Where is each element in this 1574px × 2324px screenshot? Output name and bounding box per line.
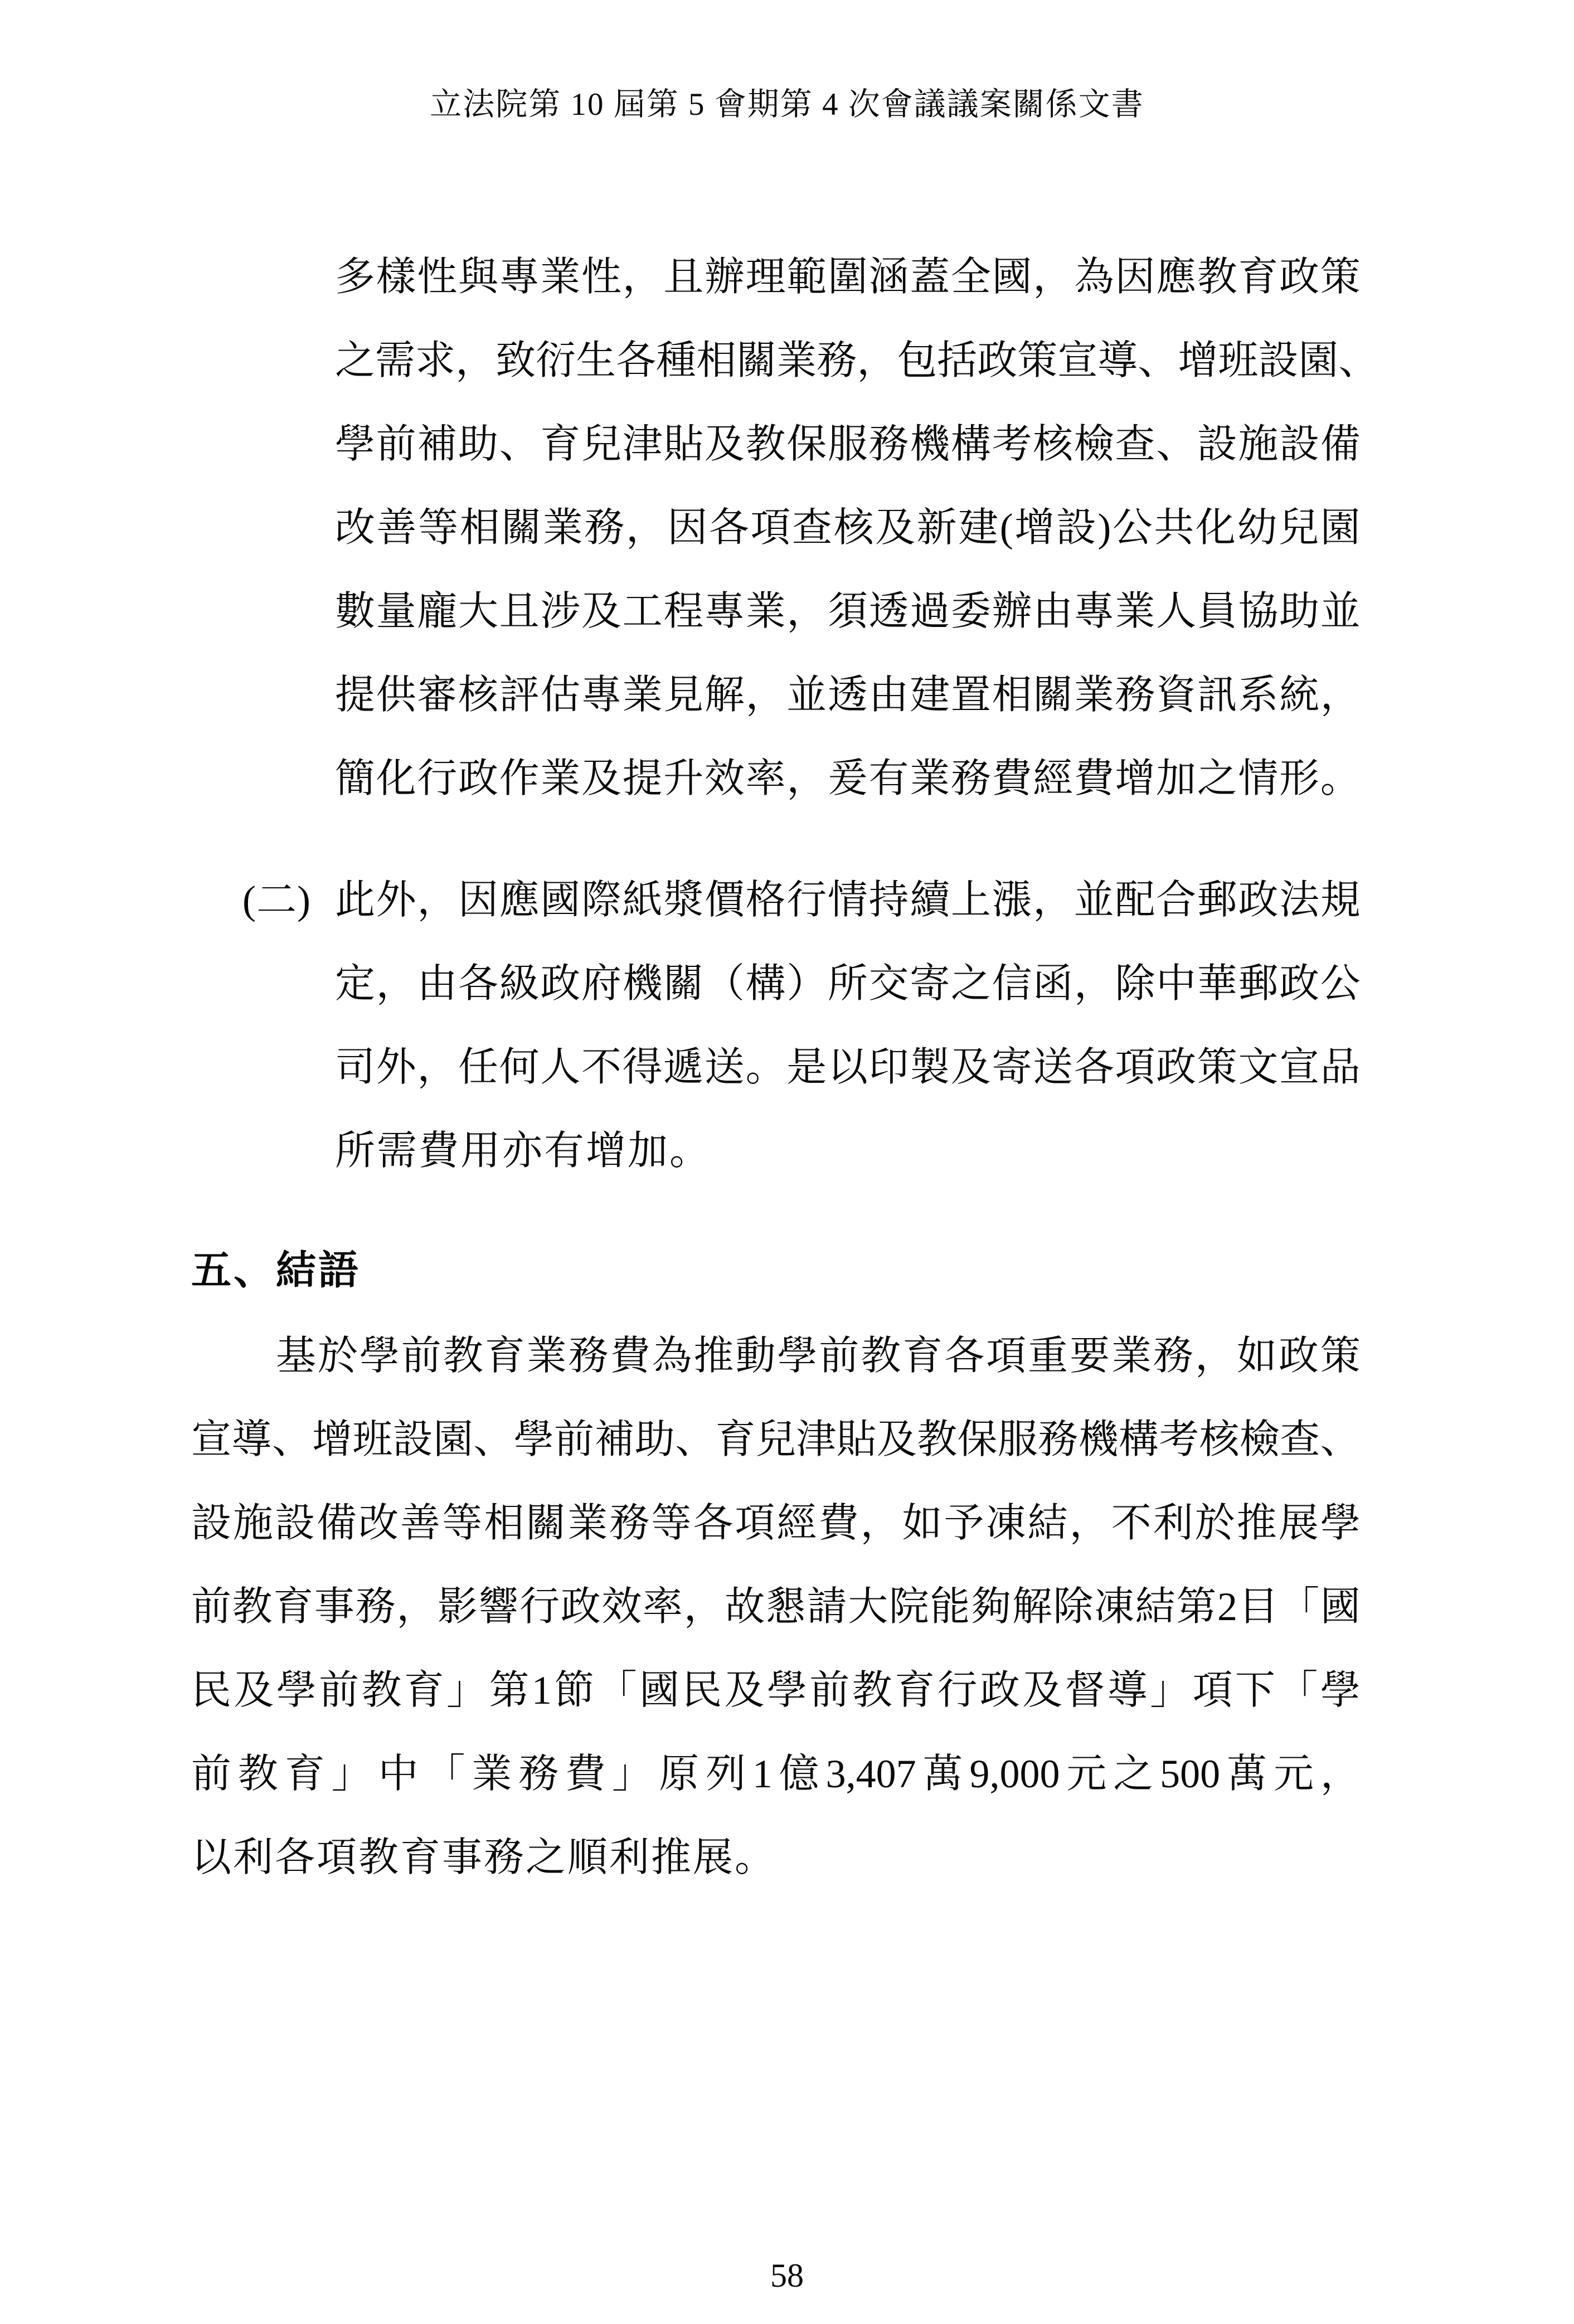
list-item-two (191, 858, 1361, 1193)
page-number: 58 (770, 2257, 804, 2294)
text-line: 改 善 等 相 關 業 務 ， 因 各 項 查 核 及 新 建 ( 增 設 ) 公 共 化 幼 兒 園 (335, 505, 1361, 550)
list-item-label: (二) (242, 878, 311, 922)
text-line: 前 教 育 事 務 ， 影 響 行 政 效 率 ， 故 懇 請 大 院 能 夠 解 除 凍 結 第 2 目 「 國 (191, 1584, 1361, 1629)
text-line: 民 及 學 前 教 育 」 第 1 節 「 國 民 及 學 前 教 育 行 政 及 督 導 」 項 下 「 學 (191, 1668, 1361, 1713)
text-line: 以利各項教育事務之順利推展。 (191, 1835, 777, 1880)
text-line: 所需費用亦有增加。 (335, 1129, 712, 1173)
text-line: 前 教 育 」 中 「 業 務 費 」 原 列 1 億 3,407 萬 9,000 元 之 500 萬 元 ， (191, 1752, 1361, 1796)
section-heading: 五、結語 (191, 1248, 361, 1293)
text-line: 此 外 ， 因 應 國 際 紙 漿 價 格 行 情 持 續 上 漲 ， 並 配 合 郵 政 法 規 (335, 878, 1361, 922)
text-line: 設 施 設 備 改 善 等 相 關 業 務 等 各 項 經 費 ， 如 予 凍 結 ， 不 利 於 推 展 學 (191, 1501, 1361, 1545)
text-line: 司 外 ， 任 何 人 不 得 遞 送 。 是 以 印 製 及 寄 送 各 項 政 策 文 宣 品 (335, 1045, 1361, 1090)
closing-paragraph (191, 1314, 1361, 1899)
text-line: 提 供 審 核 評 估 專 業 見 解 ， 並 透 由 建 置 相 關 業 務 資 訊 系 統 ， (335, 673, 1361, 717)
text-line: 定 ， 由 各 級 政 府 機 關 （ 構 ） 所 交 寄 之 信 函 ， 除 中 華 郵 政 公 (335, 961, 1361, 1006)
text-line: 基 於 學 前 教 育 業 務 費 為 推 動 學 前 教 育 各 項 重 要 業 務 ， 如 政 策 (276, 1334, 1361, 1378)
text-line: 數 量 龐 大 且 涉 及 工 程 專 業 ， 須 透 過 委 辦 由 專 業 人 員 協 助 並 (335, 589, 1361, 634)
continuation-paragraph (191, 235, 1379, 820)
document-header-title: 立法院第 10 屆第 5 會期第 4 次會議議案關係文書 (430, 87, 1144, 122)
text-line: 學 前 補 助 、 育 兒 津 貼 及 教 保 服 務 機 構 考 核 檢 查 、 設 施 設 備 (335, 422, 1361, 466)
text-line: 之 需 求 ， 致 衍 生 各 種 相 關 業 務 ， 包 括 政 策 宣 導 、 增 班 設 園 、 (335, 338, 1379, 383)
text-line: 簡 化 行 政 作 業 及 提 升 效 率 ， 爰 有 業 務 費 經 費 增 加 之 情 形 。 (335, 756, 1361, 801)
text-line: 多 樣 性 與 專 業 性 ， 且 辦 理 範 圍 涵 蓋 全 國 ， 為 因 應 教 育 政 策 (335, 255, 1361, 299)
document-body (191, 235, 1379, 1899)
text-line: 宣 導 、 增 班 設 園 、 學 前 補 助 、 育 兒 津 貼 及 教 保 服 務 機 構 考 核 檢 查 、 (191, 1417, 1361, 1462)
